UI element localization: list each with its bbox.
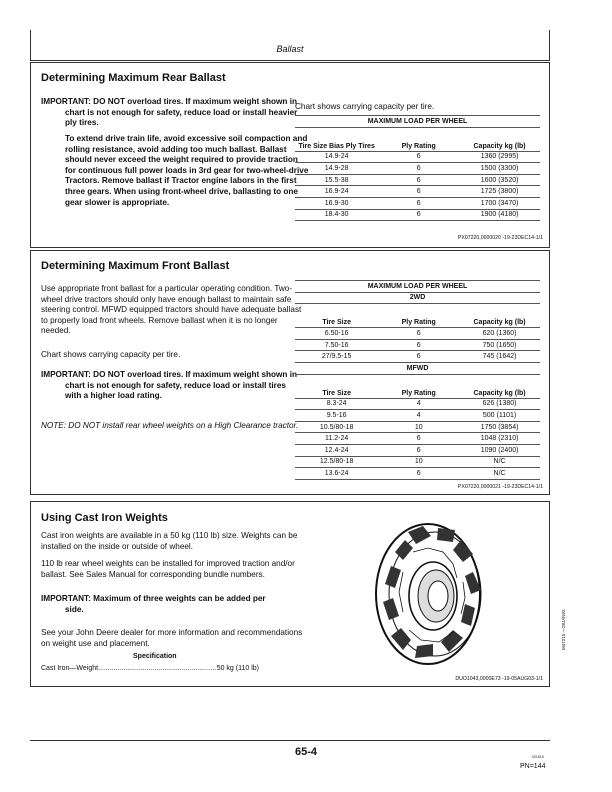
front-col-ply: Ply Rating: [378, 304, 459, 328]
cast-iron-section: [30, 501, 550, 687]
page-number: 65-4: [294, 746, 318, 758]
rear-important: IMPORTANT: DO NOT overload tires. If maximum weight shown in chart is not enough for safety, reduce load or install heavier ply tires.: [41, 97, 298, 128]
rear-load-table: [295, 115, 540, 221]
table-row: 27/9.5-15 6 745 (1642): [295, 351, 540, 363]
rear-chart-caption: Chart shows carrying capacity per tire.: [295, 102, 435, 111]
table-row: 8.3-24 4 626 (1380): [295, 398, 540, 410]
cast-ref-code: DUO1043,0000E73 -19-05AUG03-1/1: [455, 676, 543, 682]
front-note: NOTE: DO NOT install rear wheel weights on a High Clearance tractor.: [41, 421, 299, 430]
footer-date-code: 021615: [532, 755, 544, 759]
front-table-title: MAXIMUM LOAD PER WHEEL: [295, 281, 540, 293]
cast-important: IMPORTANT: Maximum of three weights can be added per side.: [41, 594, 266, 614]
table-row: 15.5-38 6 1600 (3520): [295, 174, 540, 186]
header-title: Ballast: [276, 44, 304, 54]
rear-paragraph: To extend drive train life, avoid excessive soil compaction and rolling resistance, avoid adding too much ballast. Ballast should never exceed the weight required to provide traction for continuous full power loads in 3rd gear for two-wheel-drive Tractors. Remove ballast if Tractor engine labors in the first three gears. When using front-wheel drive, ballasting to one gear slower is appropriate.: [65, 134, 309, 207]
front-col-tire-2: Tire Size: [295, 374, 378, 398]
table-row: 6.50-16 6 620 (1360): [295, 328, 540, 340]
front-ballast-title: Determining Maximum Front Ballast: [41, 260, 230, 272]
cast-p2: 110 lb rear wheel weights can be installed for improved traction and/or ballast. See Sales Manual for corresponding bundle numbers.: [41, 559, 295, 579]
rear-ballast-title: Determining Maximum Rear Ballast: [41, 72, 226, 84]
rear-ref-code: PX07220,0000020 -19-23DEC14-1/1: [457, 235, 543, 241]
front-chart-caption: Chart shows carrying capacity per tire.: [41, 350, 181, 359]
table-row: 14.9-24 6 1360 (2995): [295, 151, 540, 163]
front-sub-mfwd: MFWD: [295, 362, 540, 374]
front-col-capacity: Capacity kg (lb): [459, 304, 540, 328]
table-row: 9.5-16 4 500 (1101): [295, 410, 540, 422]
cast-iron-title: Using Cast Iron Weights: [41, 512, 168, 524]
table-row: 12.4-24 6 1090 (2400): [295, 444, 540, 456]
front-col-ply-2: Ply Rating: [378, 374, 459, 398]
rear-table-title: MAXIMUM LOAD PER WHEEL: [295, 116, 540, 128]
front-important: IMPORTANT: DO NOT overload tires. If maximum weight shown in chart is not enough for safety, reduce load or install tires with a higher load rating.: [41, 370, 297, 401]
spec-title: Specification: [133, 653, 177, 660]
front-col-tire: Tire Size: [295, 304, 378, 328]
table-row: 14.9-28 6 1500 (3300): [295, 163, 540, 175]
front-ref-code: PX07220,0000021 -19-23DEC14-1/1: [457, 484, 543, 490]
pn-label: PN=144: [520, 763, 546, 770]
front-col-capacity-2: Capacity kg (lb): [459, 374, 540, 398]
cast-p3: See your John Deere dealer for more information and recommendations on weight use and placement.: [41, 628, 303, 648]
header-frame: [30, 30, 550, 61]
table-row: 12.5/80-18 10 N/C: [295, 456, 540, 468]
front-load-table: [295, 280, 540, 480]
table-row: 13.6-24 6 N/C: [295, 468, 540, 480]
front-ballast-section: [30, 250, 550, 495]
table-row: 10.5/80-18 10 1750 (3854): [295, 421, 540, 433]
rear-col-tire: Tire Size Bias Ply Tires: [295, 127, 378, 151]
table-row: 16.9-30 6 1700 (3470): [295, 197, 540, 209]
rear-col-capacity: Capacity kg (lb): [459, 127, 540, 151]
rear-col-ply: Ply Rating: [378, 127, 459, 151]
front-sub-2wd: 2WD: [295, 292, 540, 304]
image-code: M47215 —28JAN92: [561, 609, 566, 650]
table-row: 11.2-24 6 1048 (2310): [295, 433, 540, 445]
cast-p1: Cast iron weights are available in a 50 kg (110 lb) size. Weights can be installed on the inside or outside of wheel.: [41, 531, 298, 551]
front-paragraph: Use appropriate front ballast for a particular operating condition. Two-wheel drive tractors should only have enough ballast to maintain safe steering control. MFWD equipped tractors should have adequate ballast to properly load front wheels. Remove ballast when it is no longer needed.: [41, 284, 302, 336]
cast-iron-weight-image: [353, 512, 513, 672]
table-row: 18.4-30 6 1900 (4180): [295, 209, 540, 221]
table-row: 7.50-16 6 750 (1650): [295, 339, 540, 351]
footer-rule: [30, 740, 550, 741]
table-row: 16.9-24 6 1725 (3800): [295, 186, 540, 198]
spec-line: Cast Iron—Weight.............................................................50 kg (110 lb): [41, 665, 259, 672]
rear-ballast-section: [30, 62, 550, 248]
